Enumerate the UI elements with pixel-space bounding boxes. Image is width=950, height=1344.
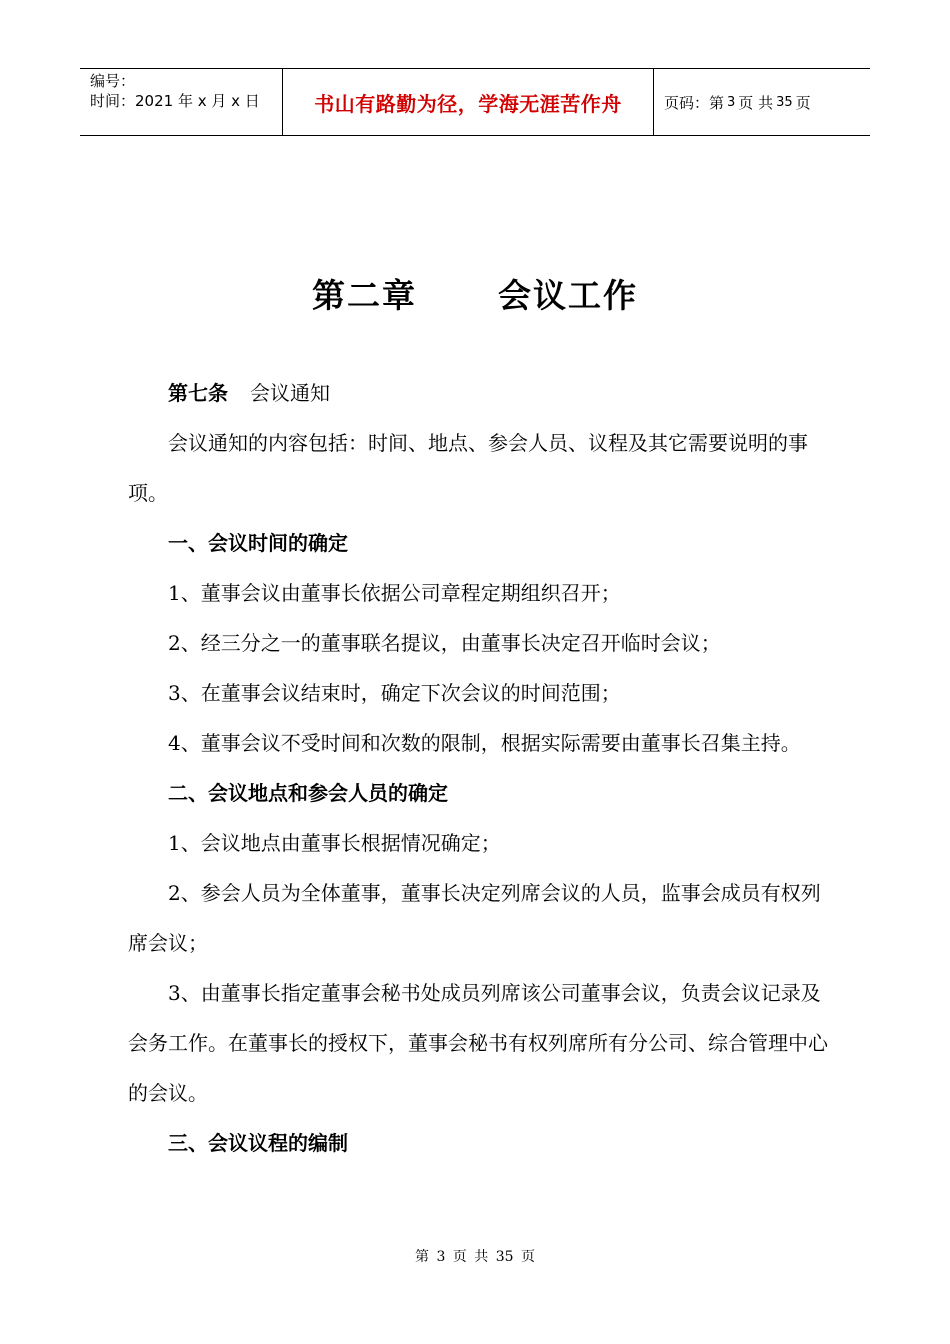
paragraph: 1、会议地点由董事长根据情况确定； (168, 831, 501, 855)
header-page-info (654, 69, 870, 135)
article-label: 第七条 (168, 381, 228, 405)
page-header (80, 68, 870, 136)
chapter-title: 第二章 会议工作 (312, 276, 638, 315)
page-footer: 第 3 页 共 35 页 (415, 1249, 535, 1265)
article-title: 会议通知 (250, 381, 330, 405)
page-mid: 页 共 (738, 93, 774, 112)
paragraph: 3、由董事长指定董事会秘书处成员列席该公司董事会议，负责会议记录及会务工作。在董事长的授权下，董事会秘书有权列席所有分公司、综合管理中心的会议。 (128, 981, 828, 1105)
paragraph: 2、经三分之一的董事联名提议，由董事长决定召开临时会议； (168, 631, 721, 655)
paragraph: 3、在董事会议结束时，确定下次会议的时间范围； (168, 681, 621, 705)
paragraph: 2、参会人员为全体董事，董事长决定列席会议的人员，监事会成员有权列席会议； (128, 881, 821, 955)
page-current: 3 (727, 94, 736, 110)
header-meta (80, 69, 282, 135)
document-body (128, 368, 828, 1168)
section-heading: 一、会议时间的确定 (168, 531, 348, 555)
section-heading: 三、会议议程的编制 (168, 1131, 348, 1155)
section-heading: 二、会议地点和参会人员的确定 (168, 781, 448, 805)
page-suffix: 页 (795, 93, 811, 112)
article-heading (128, 368, 828, 418)
document-date: 时间：2021 年 x 月 x 日 (90, 92, 260, 110)
paragraph-list (128, 418, 828, 1168)
paragraph: 1、董事会议由董事长依据公司章程定期组织召开； (168, 581, 621, 605)
paragraph: 4、董事会议不受时间和次数的限制，根据实际需要由董事长召集主持。 (168, 731, 801, 755)
page-prefix: 页码：第 (664, 93, 725, 112)
header-motto: 书山有路勤为径，学海无涯苦作舟 (282, 69, 654, 135)
paragraph: 会议通知的内容包括：时间、地点、参会人员、议程及其它需要说明的事项。 (128, 431, 808, 505)
document-number-label: 编号： (90, 72, 136, 90)
page-total: 35 (776, 94, 793, 110)
